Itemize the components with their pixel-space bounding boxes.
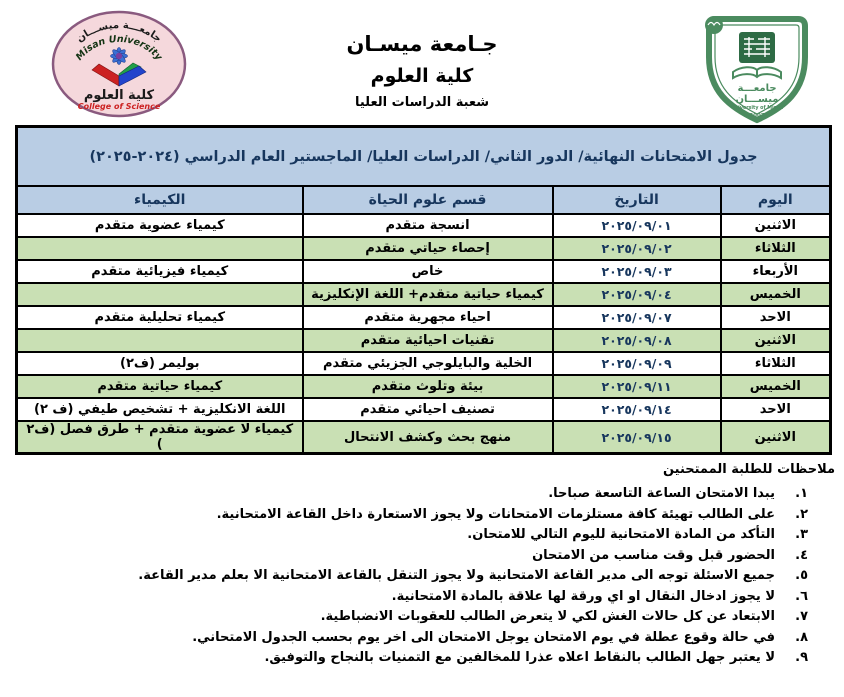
day-cell: الخميس [721,283,831,306]
flower-icon [111,48,128,65]
chemistry-cell [17,329,303,352]
shield-univ-arabic-1: جامعـــة [737,83,777,94]
date-cell: ٢٠٢٥/٠٩/٠٩ [553,352,721,375]
date-cell: ٢٠٢٥/٠٩/٠١ [553,214,721,237]
corner-emblem-icon [705,16,723,34]
date-cell: ٢٠٢٥/٠٩/١١ [553,375,721,398]
shield-year: 2007 [749,113,765,119]
life-sciences-cell: تصنيف احيائي متقدم [303,398,553,421]
list-item [9,628,835,649]
note-text: يبدا الامتحان الساعة التاسعة صباحا. [548,486,775,501]
logo-college-english: College of Science [77,102,161,111]
chemistry-cell: كيمياء فيزيائية متقدم [17,260,303,283]
note-number: ٨. [795,629,808,645]
table-row [17,306,831,329]
date-cell: ٢٠٢٥/٠٩/٠٨ [553,329,721,352]
shield-univ-english: University of Misan [730,106,784,111]
day-cell: الاحد [721,306,831,329]
note-number: ٣. [795,527,808,542]
life-sciences-cell: كيمياء حياتية متقدم+ اللغة الإنكليزية [303,283,553,306]
chemistry-cell [17,237,303,260]
table-row [17,398,831,421]
division-title: شعبة الدراسات العليا [354,95,490,110]
list-item [9,648,835,669]
day-cell: الاثنين [721,421,831,454]
date-cell: ٢٠٢٥/٠٩/٠٣ [553,260,721,283]
date-cell: ٢٠٢٥/٠٩/٠٢ [553,237,721,260]
exam-schedule-table [15,125,832,455]
table-row [17,283,831,306]
table-row [17,375,831,398]
table-row [17,421,831,454]
logo-college-arabic: كلية العلوم [83,88,155,103]
life-sciences-cell: إحصاء حياتي متقدم [303,237,553,260]
note-number: ١. [795,486,808,501]
life-sciences-cell: بيئة وتلوث متقدم [303,375,553,398]
university-shield-logo [692,13,822,125]
note-text: لا يجوز ادخال النقال او اي ورقة لها علاقة بالمادة الامتحانية. [391,588,775,604]
notes-title: ملاحظات للطلبة الممتحنين [662,462,835,477]
note-text: الابتعاد عن كل حالات الغش لكي لا يتعرض الطالب للعقوبات الانضباطية. [320,609,775,624]
note-number: ٦. [795,588,808,604]
list-item [9,587,835,608]
table-row [17,260,831,283]
note-number: ٩. [795,650,808,665]
note-number: ٤. [795,547,808,563]
college-of-science-logo [50,10,188,118]
note-text: لا يعتبر جهل الطالب بالنقاط اعلاه عذرا للمخالفين مع التمنيات بالنجاح والتوفيق. [264,650,775,665]
college-title: كلية العلوم [370,65,474,87]
table-row [17,352,831,375]
table-row [17,237,831,260]
list-item [9,484,835,505]
day-cell: الثلاثاء [721,352,831,375]
life-sciences-cell: الخلية والبايلوجي الجزيئي متقدم [303,352,553,375]
table-title-row [17,127,831,187]
column-header-day: اليوم [721,186,831,214]
day-cell: الخميس [721,375,831,398]
list-item [9,525,835,546]
list-item [9,546,835,567]
chemistry-cell: اللغة الانكليزية + تشخيص طيفي (ف ٢) [17,398,303,421]
schedule-title: جدول الامتحانات النهائية/ الدور الثاني/ الدراسات العليا/ الماجستير العام الدراسي (٢٠٢٤-٢٠٢٥) [17,127,831,187]
date-cell: ٢٠٢٥/٠٩/٠٤ [553,283,721,306]
life-sciences-cell: تقنيات احيائية متقدم [303,329,553,352]
note-text: على الطالب تهيئة كافة مستلزمات الامتحانات ولا يجوز الاستعارة داخل القاعة الامتحانية. [216,506,775,522]
logo-arc-english: Misan University [73,33,165,63]
note-text: الحضور قبل وقت مناسب من الامتحان [532,547,775,563]
chemistry-cell [17,283,303,306]
table-row [17,329,831,352]
table-header-row [17,186,831,214]
list-item [9,566,835,587]
note-text: في حالة وقوع عطلة في يوم الامتحان يوجل الامتحان الى اخر يوم بحسب الجدول الامتحاني. [192,629,775,645]
chemistry-cell: كيمياء تحليلية متقدم [17,306,303,329]
note-number: ٥. [795,568,808,583]
life-sciences-cell: منهج بحث وكشف الانتحال [303,421,553,454]
note-text: التأكد من المادة الامتحانية لليوم التالي للامتحان. [467,527,775,542]
date-cell: ٢٠٢٥/٠٩/١٤ [553,398,721,421]
day-cell: الثلاثاء [721,237,831,260]
student-notes-section [9,462,835,669]
shield-univ-arabic-2: ميســـان [735,94,779,105]
day-cell: الأربعاء [721,260,831,283]
list-item [9,505,835,526]
note-number: ٧. [795,609,808,624]
column-header-date: التاريخ [553,186,721,214]
list-item [9,607,835,628]
date-cell: ٢٠٢٥/٠٩/١٥ [553,421,721,454]
chemistry-cell: كيمياء لا عضوية متقدم + طرق فصل (ف٢ ) [17,421,303,454]
table-row [17,214,831,237]
note-number: ٢. [795,506,808,522]
chemistry-cell: بوليمر (ف٢) [17,352,303,375]
chemistry-cell: كيمياء عضوية متقدم [17,214,303,237]
university-title: جـامعة ميسـان [346,32,498,56]
chemistry-cell: كيمياء حياتية متقدم [17,375,303,398]
calligraphy-emblem [739,32,775,63]
logo-arc-arabic: جامعـــة ميســـان [74,19,164,45]
life-sciences-cell: انسجة متقدم [303,214,553,237]
column-header-chemistry: الكيمياء [17,186,303,214]
date-cell: ٢٠٢٥/٠٩/٠٧ [553,306,721,329]
column-header-life-sciences: قسم علوم الحياة [303,186,553,214]
day-cell: الاثنين [721,214,831,237]
note-text: جميع الاسئلة توجه الى مدير القاعة الامتحانية ولا يجوز التنقل بالقاعة الامتحانية الا بعلم مدير القاعة. [138,568,775,583]
life-sciences-cell: احياء مجهرية متقدم [303,306,553,329]
life-sciences-cell: خاص [303,260,553,283]
day-cell: الاحد [721,398,831,421]
day-cell: الاثنين [721,329,831,352]
